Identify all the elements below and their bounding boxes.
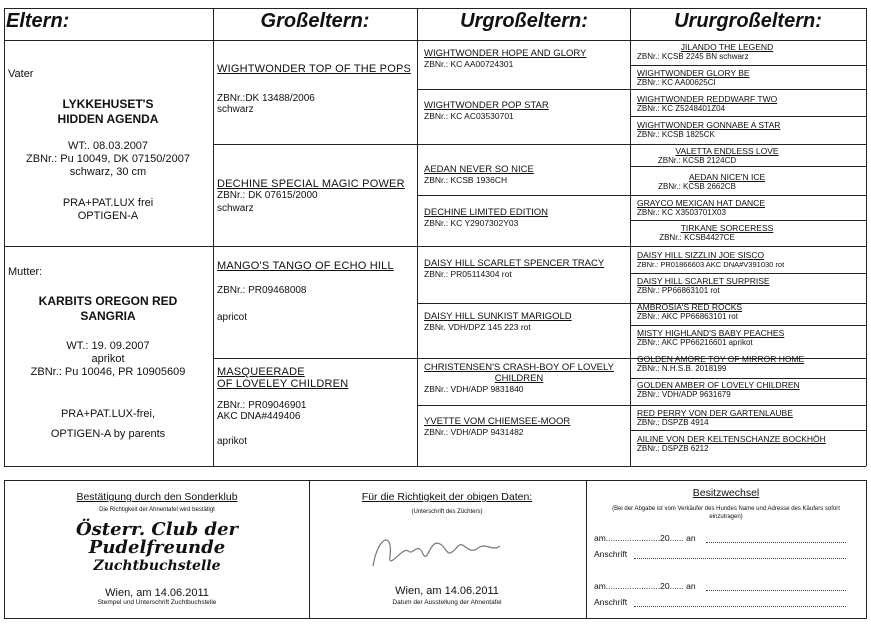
ownership-address-2: Anschrift: [594, 597, 628, 607]
frame-bottom: [4, 466, 866, 467]
gggp-16: AILINE VON DER KELTENSCHANZE BOCKHÖH ZBNr.: DSPZB 6212: [637, 434, 826, 453]
frame-left: [4, 8, 5, 466]
sire-role: Vater: [8, 68, 34, 80]
gggp-4: WIGHTWONDER GONNABE A STAR ZBNr.: KCSB 1825CK: [637, 120, 781, 139]
gggp-6: AEDAN NICE'N ICE ZBNr.: KCSB 2662CB: [658, 172, 766, 191]
ggp-divider-4: [417, 405, 866, 406]
frame-top: [4, 8, 866, 9]
ggp-8: YVETTE VOM CHIEMSEE-MOOR ZBNr.: VDH/ADP 9431482: [424, 416, 571, 437]
gggp-divider-8: [630, 430, 866, 431]
gp-divider-1: [213, 144, 866, 145]
grandparent-3: MANGO'S TANGO OF ECHO HILL ZBNr.: PR09468008 apricot: [217, 260, 394, 323]
grandparent-2: DECHINE SPECIAL MAGIC POWER ZBNr.: DK 07615/2000 schwarz: [217, 178, 405, 214]
ggp-5: DAISY HILL SCARLET SPENCER TRACY ZBNr.: PR05114304 rot: [424, 258, 605, 279]
club-caption: Stempel und Unterschrift Zuchtbuchstelle: [97, 599, 217, 606]
breeder-subtitle: (Unterschrift des Züchters): [411, 509, 483, 515]
sire-dam-divider: [4, 246, 866, 247]
ownership-change-box: [586, 480, 867, 619]
gggp-8: TIRKANE SORCERESS ZBNr.: KCSB4427CE: [659, 223, 774, 242]
ownership-title: Besitzwechsel: [692, 487, 760, 499]
ownership-address-line-2: [634, 606, 846, 607]
grandparent-1: WIGHTWONDER TOP OF THE POPS ZBNr.:DK 13488/2006 schwarz: [217, 63, 412, 115]
ggp-2: WIGHTWONDER POP STAR ZBNr.: KC AC03530701: [424, 100, 549, 121]
club-place-date: Wien, am 14.06.2011: [105, 587, 209, 599]
header-parents: Eltern:: [6, 10, 70, 32]
dam-health: PRA+PAT.LUX-frei, OPTIGEN-A by parents: [50, 408, 166, 440]
gggp-9: DAISY HILL SIZZLIN JOE SISCO ZBNr.: PR01866603 AKC DNA#V391030 rot: [637, 250, 785, 269]
sire-name: LYKKEHUSET'S HIDDEN AGENDA: [57, 97, 159, 126]
ggp-1: WIGHTWONDER HOPE AND GLORY ZBNr.: KC AA00724301: [424, 48, 587, 69]
header-great-great-grandparents: Ururgroßeltern:: [674, 10, 822, 32]
gggp-10: DAISY HILL SCARLET SURPRISE ZBNr.: PP66863101 rot: [637, 276, 770, 295]
col-line-3: [630, 8, 631, 466]
header-grandparents: Großeltern:: [260, 10, 370, 32]
gggp-7: GRAYCO MEXICAN HAT DANCE ZBNr.: KC X3503701X03: [637, 198, 765, 217]
gggp-divider-6: [630, 325, 866, 326]
gggp-divider-4: [630, 220, 866, 221]
dam-name: KARBITS OREGON RED SANGRIA: [38, 294, 178, 323]
gggp-divider-1: [630, 65, 866, 66]
sire-health: PRA+PAT.LUX frei OPTIGEN-A: [62, 197, 154, 222]
gggp-2: WIGHTWONDER GLORY BE ZBNr.: KC AA00625CI: [637, 68, 750, 87]
gggp-3: WIGHTWONDER REDDWARF TWO ZBNr.: KC Z5248401Z04: [637, 94, 778, 113]
ownership-line-2: [706, 590, 846, 591]
ownership-line-1: [706, 542, 846, 543]
ggp-divider-2: [417, 195, 866, 196]
col-line-2: [417, 8, 418, 466]
ggp-7: CHRISTENSEN'S CRASH-BOY OF LOVELY CHILDREN ZBNr.: VDH/ADP 9831840: [424, 362, 614, 394]
gggp-12: MISTY HIGHLAND'S BABY PEACHES ZBNr.: AKC PP66216601 aprikot: [637, 328, 785, 347]
ownership-date-1: am.......................20...... an: [594, 533, 696, 543]
ownership-address-1: Anschrift: [594, 549, 628, 559]
breeder-place-date: Wien, am 14.06.2011: [395, 585, 499, 597]
ownership-subtitle: (Bei der Abgabe ist vom Verkäufer des Hundes Name und Adresse des Käufers sofort einzutragen): [612, 506, 840, 520]
col-line-1: [213, 8, 214, 466]
ggp-3: AEDAN NEVER SO NICE ZBNr.: KCSB 1936CH: [424, 164, 534, 185]
gggp-divider-2: [630, 116, 866, 117]
club-stamp: Österr. Club der Pudelfreunde Zuchtbuchstelle: [75, 519, 239, 574]
gggp-divider-5: [630, 273, 866, 274]
gggp-divider-3: [630, 166, 866, 167]
breeder-signature: [368, 526, 508, 576]
breeder-caption: Datum der Ausstellung der Ahnentafel: [392, 599, 502, 606]
dam-details: WT.: 19. 09.2007 aprikot ZBNr.: Pu 10046, PR 10905609: [30, 340, 186, 378]
gggp-11: AMBROSIA'S RED ROCKS ZBNr.: AKC PP66863101 rot: [637, 302, 743, 321]
gggp-15: RED PERRY VON DER GARTENLAUBE ZBNr.: DSPZB 4914: [637, 408, 793, 427]
ggp-divider-1: [417, 89, 866, 90]
grandparent-4: MASQUEERADE OF LOVELEY CHILDREN ZBNr.: PR09046901 AKC DNA#449406 aprikot: [217, 366, 349, 447]
ownership-date-2: am.......................20...... an: [594, 581, 696, 591]
ggp-4: DECHINE LIMITED EDITION ZBNr.: KC Y2907302Y03: [424, 207, 549, 228]
breeder-box: [308, 480, 587, 619]
ownership-address-line-1: [634, 558, 846, 559]
dam-role: Mutter:: [8, 266, 43, 278]
ggp-6: DAISY HILL SUNKIST MARIGOLD ZBNr. VDH/DPZ 145 223 rot: [424, 311, 572, 332]
frame-right: [866, 8, 867, 466]
gggp-divider-7: [630, 378, 866, 379]
header-divider: [4, 40, 866, 41]
gggp-5: VALETTA ENDLESS LOVE ZBNr.: KCSB 2124CD: [657, 146, 779, 165]
club-confirmation-box: [4, 480, 310, 619]
club-title: Bestätigung durch den Sonderklub: [76, 491, 238, 503]
breeder-title: Für die Richtigkeit der obigen Daten:: [361, 491, 533, 503]
club-subtitle: Die Richtigkeit der Ahnentafel wird bestätigt: [99, 507, 215, 513]
gggp-14: GOLDEN AMBER OF LOVELY CHILDREN ZBNr.: VDH/ADP 9631679: [637, 380, 800, 399]
gggp-13: GOLDEN AMORE TOY OF MIRROR HOME ZBNr.: N.H.S.B. 2018199: [637, 354, 805, 373]
sire-details: WT:. 08.03.2007 ZBNr.: Pu 10049, DK 07150/2007 schwarz, 30 cm: [26, 140, 190, 178]
gggp-1: JILANDO THE LEGEND ZBNr.: KCSB 2245 BN schwarz: [637, 42, 774, 61]
header-great-grandparents: Urgroßeltern:: [460, 10, 588, 32]
